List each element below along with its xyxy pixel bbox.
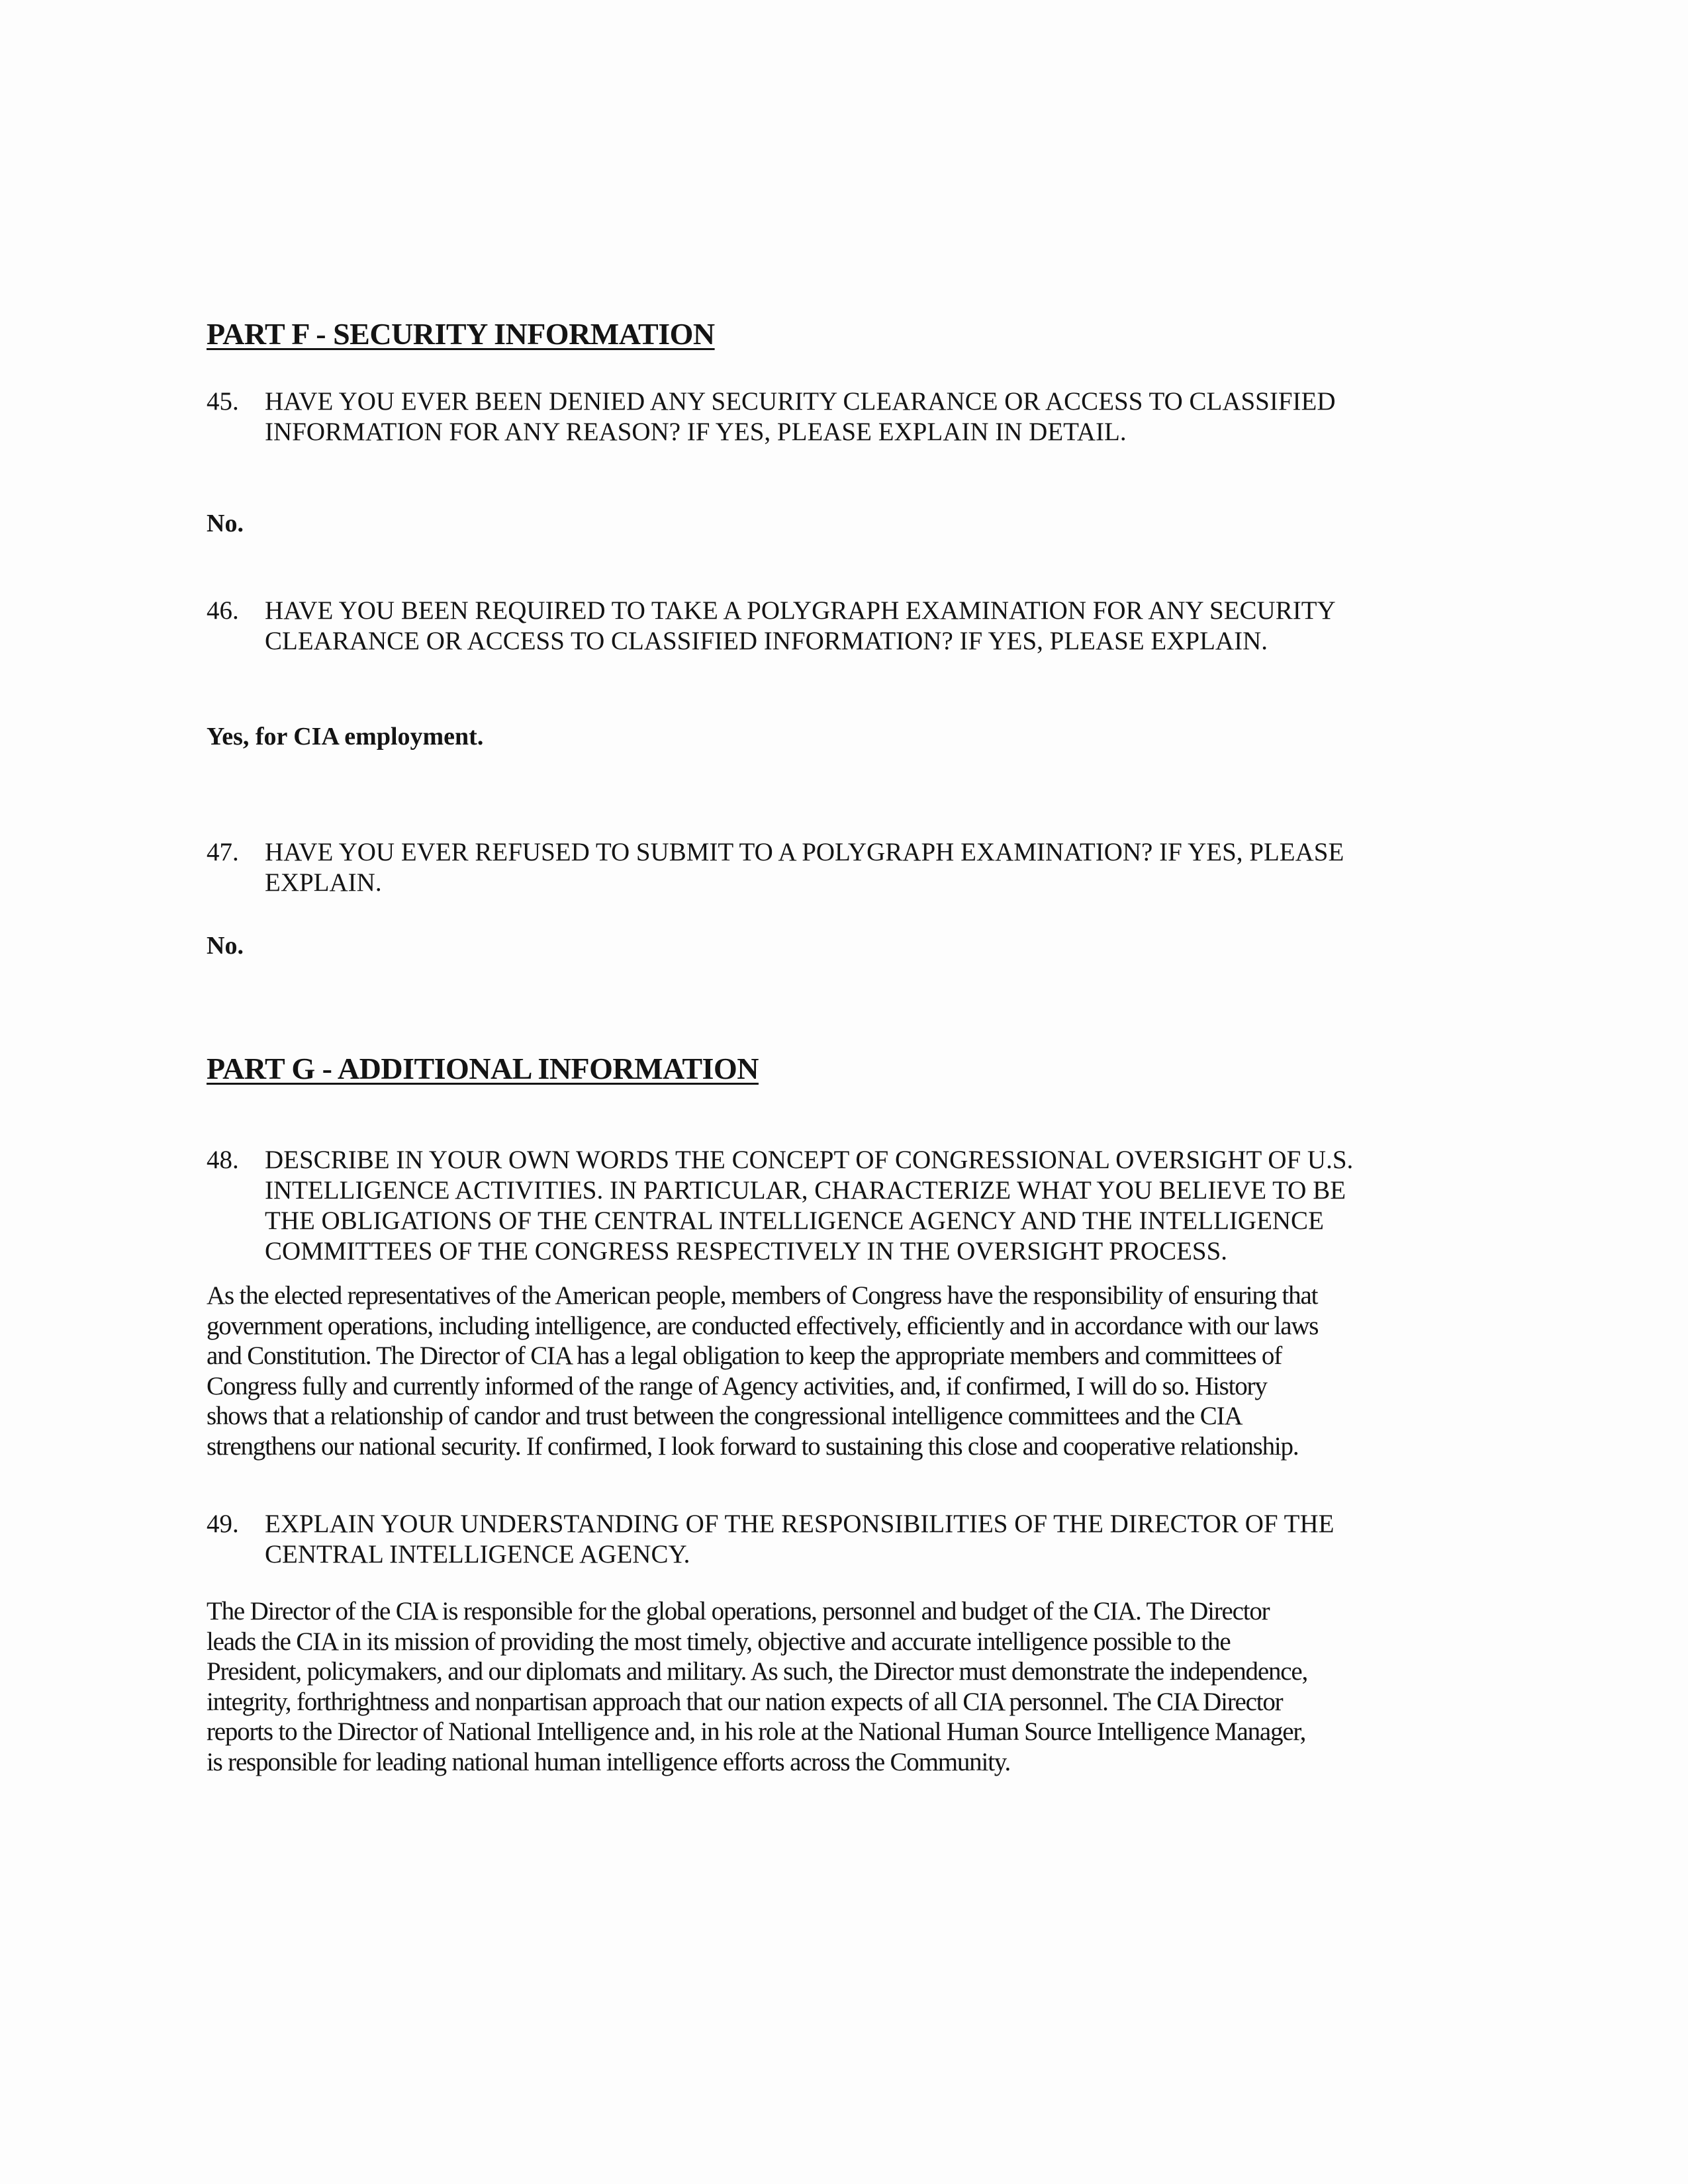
part-f-heading: PART F - SECURITY INFORMATION <box>207 317 715 351</box>
question-number: 49. <box>207 1510 239 1538</box>
answer-line: As the elected representatives of the American people, members of Congress have the responsibility of ensuring that <box>207 1281 1318 1310</box>
answer-line: Congress fully and currently informed of the range of Agency activities, and, if confirmed, I will do so. History <box>207 1371 1267 1400</box>
answer-45: No. <box>207 510 244 537</box>
question-line: COMMITTEES OF THE CONGRESS RESPECTIVELY IN THE OVERSIGHT PROCESS. <box>265 1237 1228 1265</box>
question-48 <box>207 1145 1353 1267</box>
answer-line: is responsible for leading national human intelligence efforts across the Community. <box>207 1747 1011 1776</box>
answer-line: leads the CIA in its mission of providing the most timely, objective and accurate intelligence possible to the <box>207 1627 1231 1656</box>
question-line: INFORMATION FOR ANY REASON? IF YES, PLEASE EXPLAIN IN DETAIL. <box>265 418 1127 446</box>
answer-line: strengthens our national security. If confirmed, I look forward to sustaining this close and cooperative relationship. <box>207 1432 1299 1461</box>
answer-line: integrity, forthrightness and nonpartisan approach that our nation expects of all CIA personnel. The CIA Director <box>207 1687 1283 1716</box>
question-line: EXPLAIN. <box>265 868 382 897</box>
question-49 <box>207 1509 1334 1570</box>
question-line: THE OBLIGATIONS OF THE CENTRAL INTELLIGENCE AGENCY AND THE INTELLIGENCE <box>265 1206 1324 1235</box>
question-number: 48. <box>207 1146 239 1174</box>
question-line: HAVE YOU BEEN REQUIRED TO TAKE A POLYGRAPH EXAMINATION FOR ANY SECURITY <box>265 596 1336 625</box>
answer-line: The Director of the CIA is responsible for the global operations, personnel and budget of the CIA. The Director <box>207 1597 1270 1625</box>
question-45 <box>207 387 1336 447</box>
answer-49 <box>207 1596 1307 1777</box>
answer-47: No. <box>207 932 244 960</box>
answer-line: shows that a relationship of candor and trust between the congressional intelligence committees and the CIA <box>207 1402 1243 1430</box>
answer-46: Yes, for CIA employment. <box>207 723 484 751</box>
question-46 <box>207 596 1336 657</box>
question-number: 46. <box>207 596 239 625</box>
question-47 <box>207 837 1344 898</box>
question-line: DESCRIBE IN YOUR OWN WORDS THE CONCEPT OF CONGRESSIONAL OVERSIGHT OF U.S. <box>265 1146 1354 1174</box>
question-line: HAVE YOU EVER BEEN DENIED ANY SECURITY CLEARANCE OR ACCESS TO CLASSIFIED <box>265 387 1336 416</box>
answer-line: President, policymakers, and our diplomats and military. As such, the Director must demonstrate the independence, <box>207 1657 1308 1686</box>
question-number: 45. <box>207 387 239 416</box>
question-line: CENTRAL INTELLIGENCE AGENCY. <box>265 1540 690 1569</box>
part-g-heading: PART G - ADDITIONAL INFORMATION <box>207 1052 759 1085</box>
answer-line: and Constitution. The Director of CIA has a legal obligation to keep the appropriate members and committees of <box>207 1342 1282 1370</box>
answer-line: government operations, including intelligence, are conducted effectively, efficiently and in accordance with our laws <box>207 1311 1319 1340</box>
question-line: EXPLAIN YOUR UNDERSTANDING OF THE RESPONSIBILITIES OF THE DIRECTOR OF THE <box>265 1510 1335 1538</box>
question-line: INTELLIGENCE ACTIVITIES. IN PARTICULAR, CHARACTERIZE WHAT YOU BELIEVE TO BE <box>265 1176 1346 1205</box>
answer-48 <box>207 1281 1318 1461</box>
question-line: CLEARANCE OR ACCESS TO CLASSIFIED INFORMATION? IF YES, PLEASE EXPLAIN. <box>265 627 1268 655</box>
answer-line: reports to the Director of National Intelligence and, in his role at the National Human Source Intelligence Manager, <box>207 1717 1306 1746</box>
question-line: HAVE YOU EVER REFUSED TO SUBMIT TO A POLYGRAPH EXAMINATION? IF YES, PLEASE <box>265 838 1344 866</box>
question-number: 47. <box>207 838 239 866</box>
